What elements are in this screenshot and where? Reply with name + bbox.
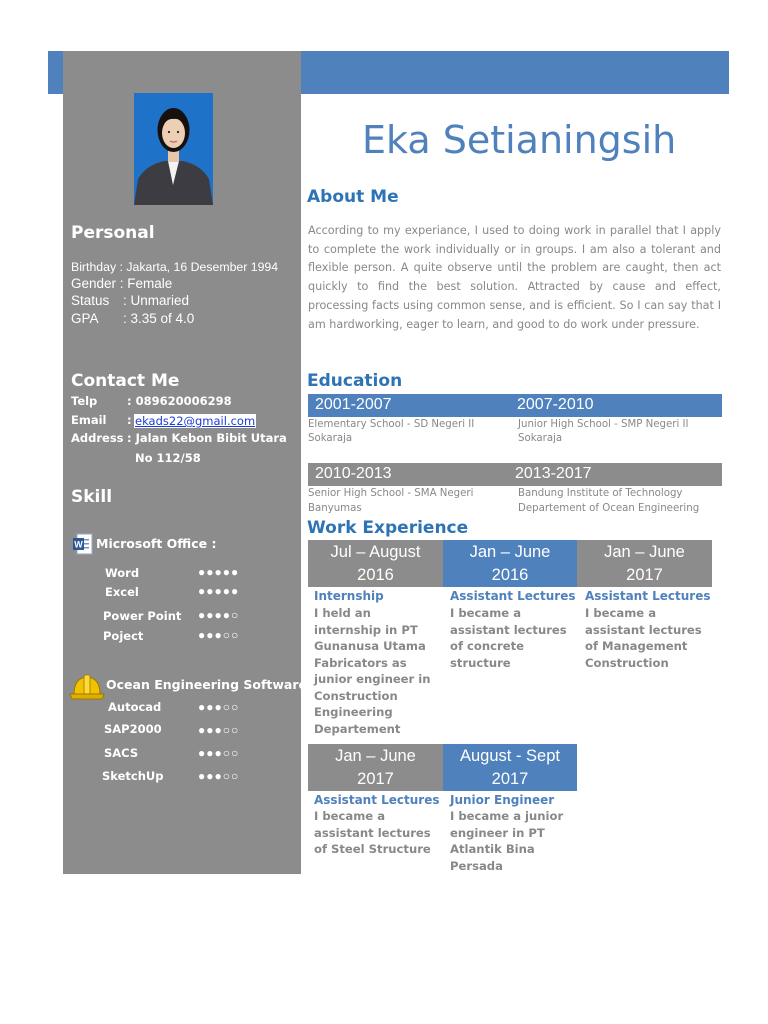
work-date-year: 2016 [491, 566, 529, 584]
work-date-box [308, 744, 443, 791]
status-value: : Unmaried [123, 293, 190, 308]
ocean-heading: Ocean Engineering Software : [106, 677, 317, 692]
skill-name-sketchup: SketchUp [102, 769, 164, 783]
skill-name-project: Poject [103, 629, 144, 643]
skill-name-powerpoint: Power Point [103, 609, 182, 623]
education-school: Banyumas [308, 503, 362, 514]
work-date-range: Jan – June [604, 543, 685, 561]
work-title: Internship [314, 589, 384, 603]
education-school: Junior High School - SMP Negeri II [518, 419, 689, 430]
skill-rating-sketchup: ●●●○○ [198, 769, 240, 783]
work-description: I became a assistant lectures of Steel Structure [314, 809, 431, 856]
education-years: 2010-2013 [315, 465, 392, 482]
education-school: Sokaraja [518, 433, 563, 444]
address-label: Address [71, 431, 124, 445]
education-school: Senior High School - SMA Negeri [308, 488, 474, 499]
work-title: Assistant Lectures [585, 589, 711, 603]
skill-name-excel: Excel [105, 585, 139, 599]
work-description: I became a assistant lectures of Management Construction [585, 606, 702, 670]
resume-name: Eka Setianingsih [362, 118, 677, 162]
work-date-range: Jul – August [330, 543, 421, 561]
work-description: I held an internship in PT Gunanusa Utama Fabricators as junior engineer in Construction Engineering Departement [314, 606, 431, 736]
skill-rating-powerpoint: ●●●●○ [198, 608, 240, 622]
profile-photo [134, 93, 213, 205]
skill-rating-project: ●●●○○ [198, 628, 240, 642]
work-date-year: 2017 [357, 770, 394, 788]
skill-name-sacs: SACS [104, 746, 139, 760]
education-bar-2 [308, 463, 722, 486]
work-title: Assistant Lectures [450, 589, 576, 603]
personal-heading: Personal [71, 223, 155, 243]
work-heading: Work Experience [307, 518, 469, 538]
work-description: I became a assistant lectures of concrete structure [450, 606, 567, 670]
status-label: Status [71, 293, 110, 308]
about-text: According to my experiance, I used to doing work in parallel that I apply to complete the work individually or in groups. I am also a tolerant and flexible person. A quite observe until the problem are caught, then act quickly to find the best solution. Attracted by cause and effect, processing facts using common sense, and is efficient. So I can say that I am hardworking, eager to learn, and good to do work under pressure. [308, 224, 721, 331]
svg-text:W: W [74, 539, 83, 550]
skill-rating-word: ●●●●● [198, 565, 240, 579]
email-link[interactable]: ekads22@gmail.com [135, 414, 256, 428]
work-date-box [577, 540, 712, 587]
education-school: Sokaraja [308, 433, 353, 444]
work-date-year: 2017 [626, 566, 663, 584]
skill-rating-sacs: ●●●○○ [198, 746, 240, 760]
work-date-box [443, 540, 577, 587]
work-date-year: 2016 [357, 566, 394, 584]
skill-rating-autocad: ●●●○○ [198, 700, 240, 714]
word-document-icon [73, 533, 93, 560]
education-years: 2001-2007 [315, 396, 392, 413]
about-heading: About Me [307, 187, 399, 207]
gender-text: Gender : Female [71, 276, 173, 291]
work-date-range: August - Sept [460, 747, 560, 765]
work-description: I became a junior engineer in PT Atlantik Bina Persada [450, 809, 564, 873]
work-title: Junior Engineer [450, 793, 555, 807]
education-years: 2007-2010 [517, 396, 594, 413]
address-line1: : Jalan Kebon Bibit Utara [127, 431, 287, 445]
education-school: Bandung Institute of Technology [518, 488, 683, 499]
education-heading: Education [307, 371, 403, 391]
contact-heading: Contact Me [71, 371, 180, 391]
email-colon: : [127, 413, 132, 427]
office-heading: Microsoft Office : [96, 536, 217, 551]
work-date-box [443, 744, 577, 791]
work-date-box [308, 540, 443, 587]
skill-name-autocad: Autocad [108, 700, 162, 714]
skill-name-sap2000: SAP2000 [104, 722, 162, 736]
gpa-label: GPA [71, 311, 99, 326]
education-school: Departement of Ocean Engineering [518, 503, 700, 514]
skill-rating-excel: ●●●●● [198, 584, 240, 598]
skill-rating-sap2000: ●●●○○ [198, 723, 240, 737]
work-date-range: Jan – June [469, 543, 551, 561]
telp-value: : 089620006298 [127, 394, 232, 408]
education-years: 2013-2017 [515, 465, 592, 482]
work-date-year: 2017 [491, 770, 529, 788]
education-bar-1 [308, 394, 722, 417]
hard-hat-icon [69, 672, 105, 707]
telp-label: Telp [71, 394, 98, 408]
address-line2: No 112/58 [135, 451, 201, 465]
work-date-range: Jan – June [335, 747, 416, 765]
work-title: Assistant Lectures [314, 793, 440, 807]
skill-name-word: Word [105, 566, 140, 580]
skill-heading: Skill [71, 487, 113, 507]
education-school: Elementary School - SD Negeri II [308, 419, 475, 430]
email-label: Email [71, 413, 107, 427]
gpa-value: : 3.35 of 4.0 [123, 311, 195, 326]
birthday-text: Birthday : Jakarta, 16 Desember 1994 [71, 260, 279, 274]
